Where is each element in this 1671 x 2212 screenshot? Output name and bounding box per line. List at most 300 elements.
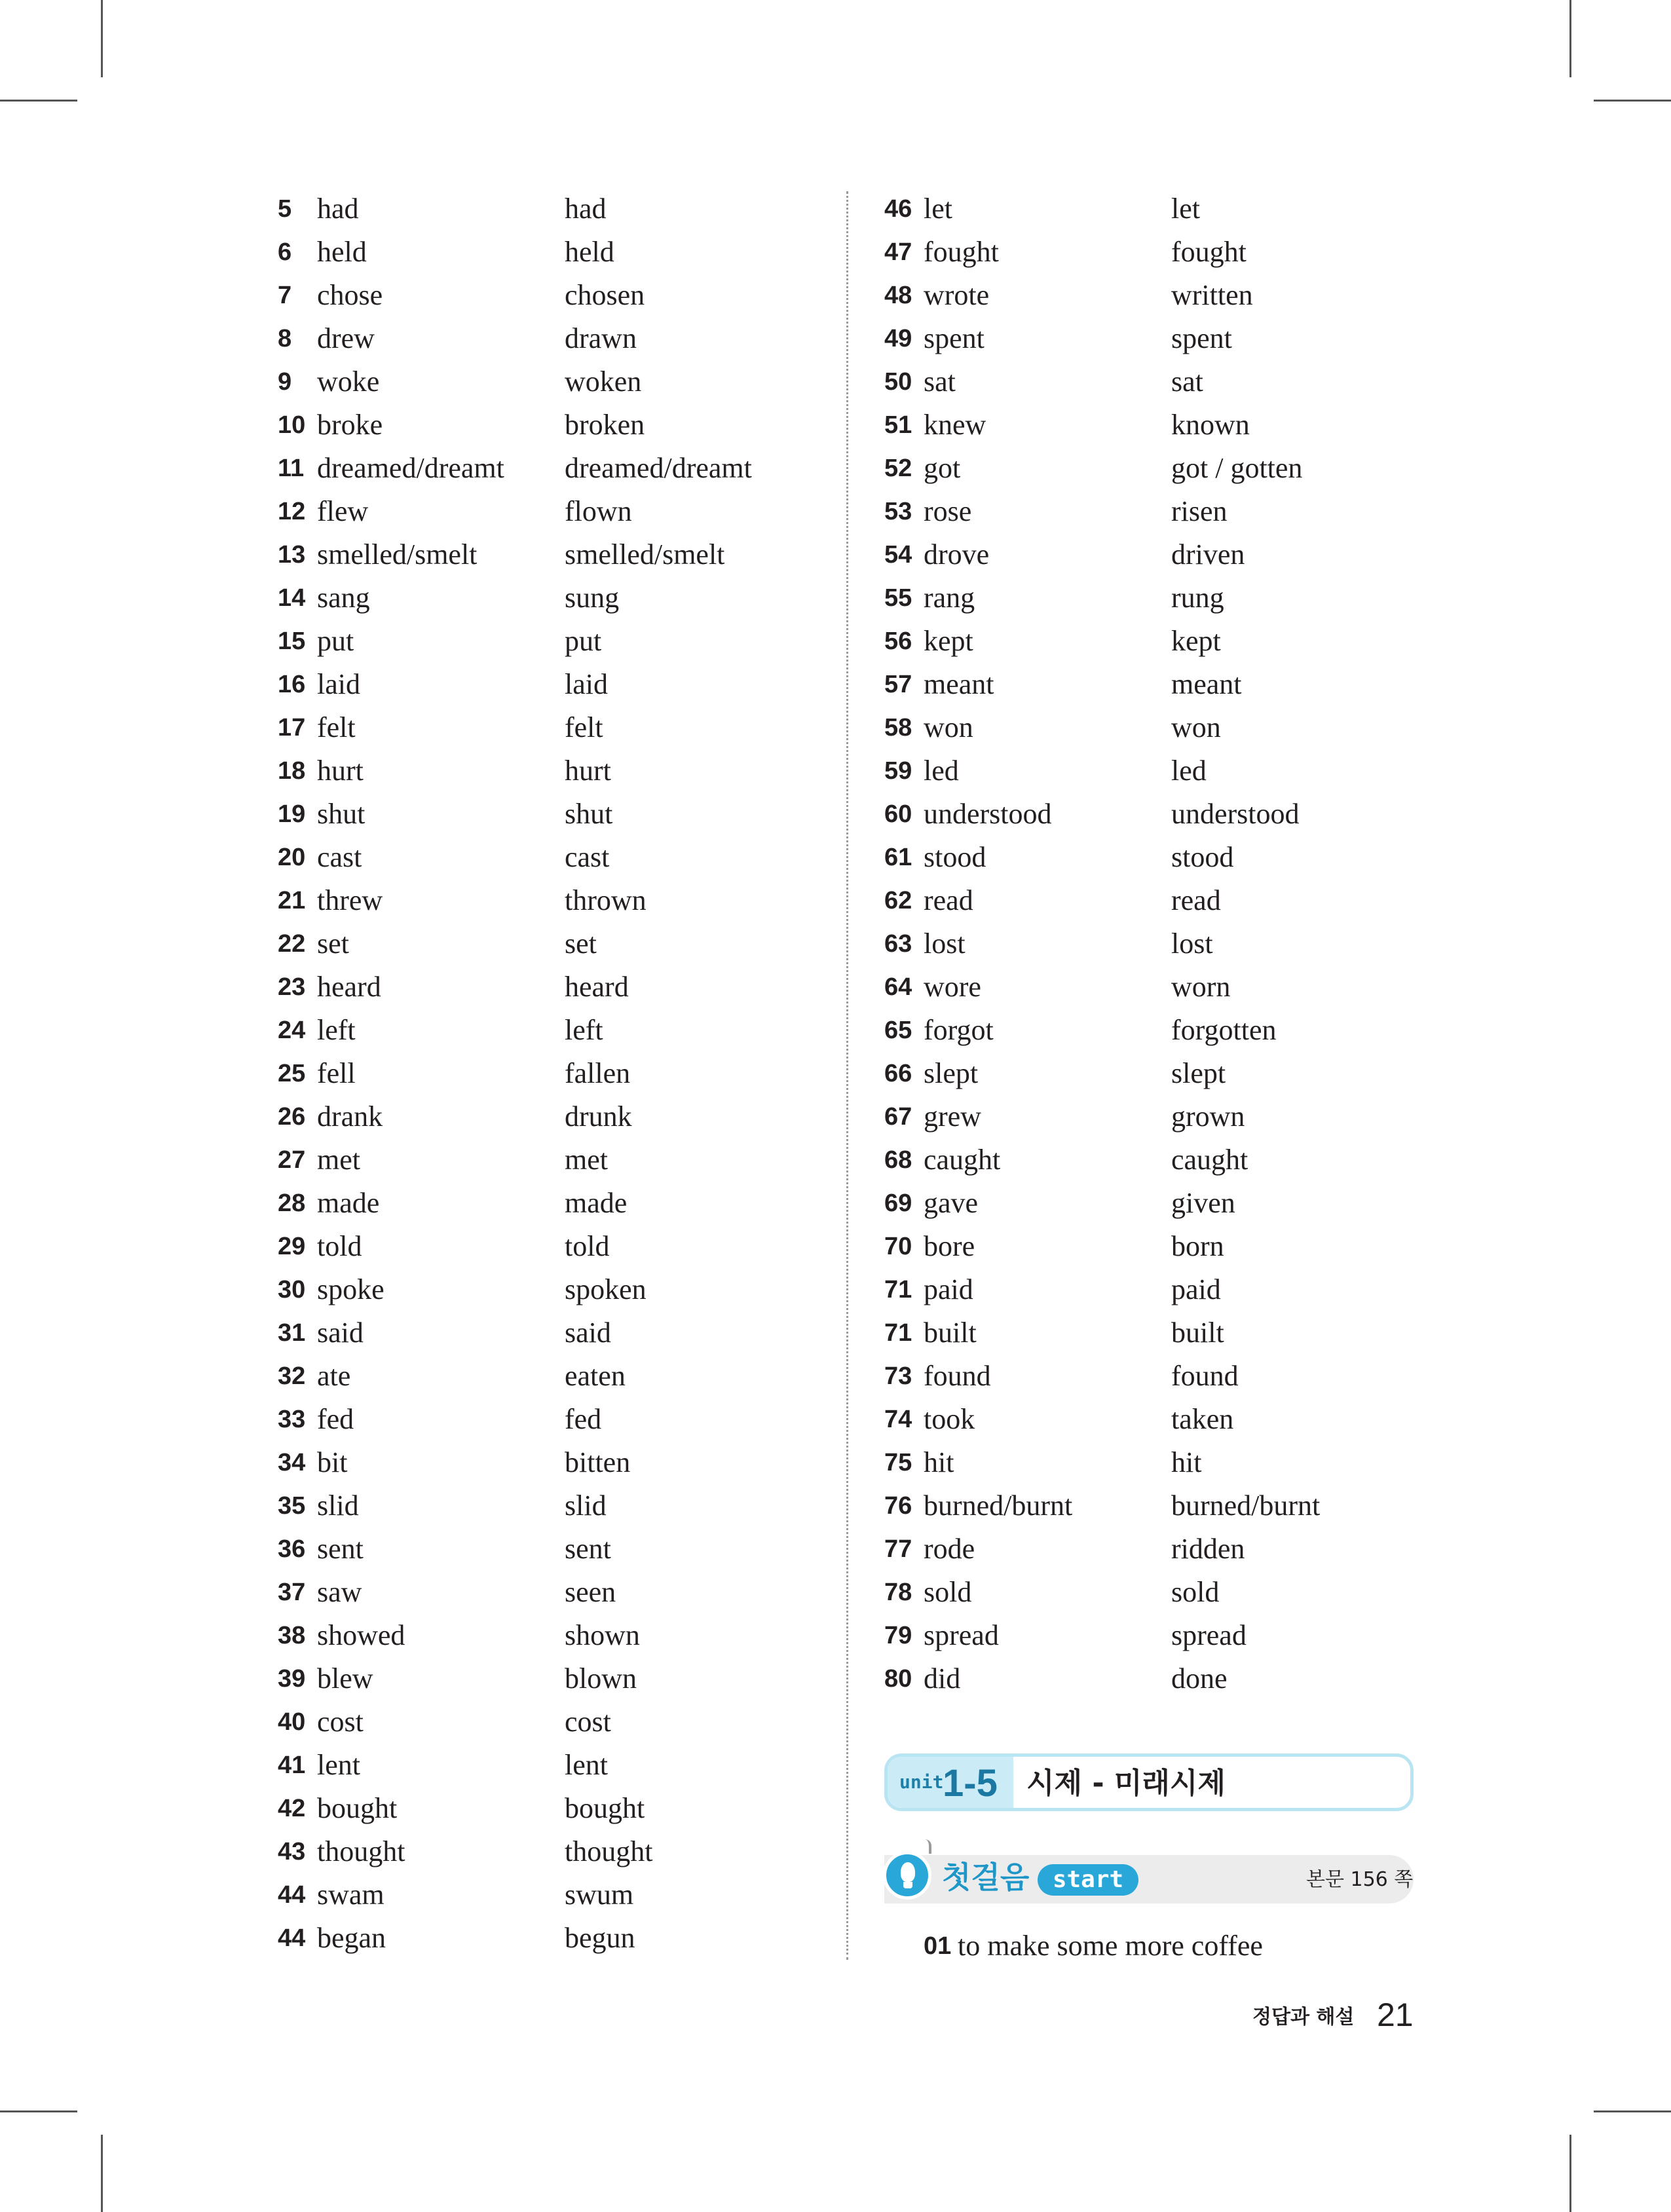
past-tense: let — [924, 193, 952, 225]
verb-row — [884, 1571, 1421, 1614]
verb-row — [884, 360, 1421, 403]
verb-row — [278, 1441, 815, 1484]
verb-row — [884, 1657, 1421, 1700]
past-participle: taken — [1171, 1403, 1234, 1435]
past-participle: won — [1171, 711, 1221, 743]
past-tense: hit — [924, 1446, 954, 1478]
verb-row — [884, 1095, 1421, 1138]
verb-number: 69 — [884, 1190, 912, 1217]
past-tense: shut — [317, 798, 366, 830]
past-participle: blown — [565, 1662, 637, 1695]
verb-number: 79 — [884, 1622, 912, 1649]
verb-row — [278, 793, 815, 836]
past-tense: hurt — [317, 755, 364, 787]
past-tense: rode — [924, 1533, 975, 1565]
verb-number: 14 — [278, 584, 306, 612]
verb-row — [884, 1355, 1421, 1398]
past-participle: forgotten — [1171, 1014, 1277, 1046]
past-participle: built — [1171, 1317, 1224, 1349]
verb-row — [278, 1917, 815, 1960]
verb-row — [884, 1225, 1421, 1268]
verb-row — [884, 1614, 1421, 1657]
past-tense: heard — [317, 971, 381, 1003]
verb-row — [884, 1182, 1421, 1225]
past-tense: told — [317, 1230, 362, 1262]
verb-number: 61 — [884, 844, 912, 871]
verb-row — [278, 1095, 815, 1138]
past-participle: paid — [1171, 1273, 1221, 1305]
verb-row — [884, 663, 1421, 706]
past-tense: blew — [317, 1662, 373, 1695]
verb-number: 53 — [884, 498, 912, 525]
verb-number: 75 — [884, 1449, 912, 1476]
verb-number: 38 — [278, 1622, 306, 1649]
past-participle: shown — [565, 1619, 640, 1651]
past-tense: ate — [317, 1360, 351, 1392]
past-participle: sent — [565, 1533, 611, 1565]
verb-row — [884, 1009, 1421, 1052]
past-tense: saw — [317, 1576, 362, 1608]
verb-row — [884, 1138, 1421, 1182]
past-participle: grown — [1171, 1100, 1245, 1133]
verb-number: 42 — [278, 1795, 306, 1822]
verb-number: 9 — [278, 368, 292, 396]
past-participle: known — [1171, 409, 1250, 441]
past-participle: felt — [565, 711, 603, 743]
past-tense: swam — [317, 1879, 385, 1911]
past-tense: flew — [317, 495, 369, 527]
past-participle: led — [1171, 755, 1207, 787]
verb-row — [278, 1138, 815, 1182]
past-participle: told — [565, 1230, 610, 1262]
past-participle: drawn — [565, 322, 637, 354]
past-tense: sent — [317, 1533, 364, 1565]
past-tense: bit — [317, 1446, 348, 1478]
past-tense: smelled/smelt — [317, 538, 478, 571]
verb-number: 77 — [884, 1535, 912, 1563]
verb-row — [278, 749, 815, 793]
past-tense: laid — [317, 668, 360, 700]
verb-row — [884, 1268, 1421, 1311]
verb-row — [278, 1787, 815, 1830]
past-tense: grew — [924, 1100, 981, 1133]
verb-row — [278, 360, 815, 403]
past-tense: said — [317, 1317, 364, 1349]
verb-number: 10 — [278, 411, 306, 439]
past-participle: met — [565, 1144, 608, 1176]
past-participle: given — [1171, 1187, 1235, 1219]
verb-number: 68 — [884, 1146, 912, 1174]
verb-number: 76 — [884, 1492, 912, 1520]
verb-number: 64 — [884, 973, 912, 1001]
verb-number: 39 — [278, 1665, 306, 1693]
past-participle: fed — [565, 1403, 602, 1435]
verb-number: 65 — [884, 1017, 912, 1044]
past-tense: put — [317, 625, 354, 657]
verb-number: 11 — [278, 455, 305, 482]
verb-number: 47 — [884, 238, 912, 266]
past-participle: shut — [565, 798, 613, 830]
verb-number: 27 — [278, 1146, 306, 1174]
past-participle: found — [1171, 1360, 1239, 1392]
verb-number: 54 — [884, 541, 912, 569]
verb-row — [278, 1052, 815, 1095]
verb-number: 22 — [278, 930, 306, 958]
verb-number: 59 — [884, 757, 912, 785]
verb-row — [278, 965, 815, 1009]
past-participle: hit — [1171, 1446, 1202, 1478]
past-tense: threw — [317, 884, 383, 916]
past-participle: put — [565, 625, 602, 657]
past-participle: driven — [1171, 538, 1245, 571]
verb-row — [884, 576, 1421, 620]
past-participle: smelled/smelt — [565, 538, 725, 571]
verb-row — [278, 403, 815, 447]
verb-number: 30 — [278, 1276, 306, 1303]
past-tense: knew — [924, 409, 986, 441]
verb-row — [884, 620, 1421, 663]
past-participle: broken — [565, 409, 645, 441]
verb-number: 60 — [884, 800, 912, 828]
past-tense: got — [924, 452, 961, 484]
verb-row — [278, 187, 815, 231]
past-tense: meant — [924, 668, 994, 700]
verb-number: 15 — [278, 628, 306, 655]
verb-row — [278, 576, 815, 620]
past-participle: got / gotten — [1171, 452, 1303, 484]
verb-row — [884, 231, 1421, 274]
past-participle: laid — [565, 668, 608, 700]
past-tense: sang — [317, 582, 370, 614]
unit-header — [884, 1753, 1414, 1811]
verb-number: 41 — [278, 1752, 306, 1779]
verb-row — [884, 706, 1421, 749]
past-tense: dreamed/dreamt — [317, 452, 504, 484]
verb-row — [884, 1398, 1421, 1441]
verb-number: 80 — [884, 1665, 912, 1693]
verb-row — [278, 274, 815, 317]
page-number: 21 — [1377, 1996, 1414, 2033]
verb-row — [278, 922, 815, 965]
past-tense: found — [924, 1360, 991, 1392]
crop-mark — [1569, 0, 1571, 77]
past-tense: thought — [317, 1835, 405, 1867]
verb-row — [278, 1225, 815, 1268]
verb-number: 46 — [884, 195, 912, 223]
past-participle: stood — [1171, 841, 1234, 873]
past-tense: drew — [317, 322, 375, 354]
past-participle: woken — [565, 366, 642, 398]
verb-row — [884, 1311, 1421, 1355]
verb-number: 52 — [884, 455, 912, 482]
past-participle: slid — [565, 1490, 607, 1522]
past-tense: sat — [924, 366, 956, 398]
past-participle: sat — [1171, 366, 1203, 398]
verb-number: 51 — [884, 411, 912, 439]
verb-row — [278, 663, 815, 706]
verb-row — [278, 533, 815, 576]
verb-number: 74 — [884, 1406, 912, 1433]
past-tense: burned/burnt — [924, 1490, 1073, 1522]
past-tense: paid — [924, 1273, 973, 1305]
past-tense: chose — [317, 279, 383, 311]
spark-icon — [920, 1839, 931, 1854]
verb-row — [884, 447, 1421, 490]
verb-row — [884, 490, 1421, 533]
page-reference: 본문 156 쪽 — [1306, 1868, 1414, 1891]
verb-number: 33 — [278, 1406, 306, 1433]
past-participle: done — [1171, 1662, 1228, 1695]
answer-text: to make some more coffee — [958, 1930, 1263, 1962]
verb-number: 44 — [278, 1924, 306, 1952]
verb-number: 70 — [884, 1233, 912, 1260]
verb-number: 40 — [278, 1708, 306, 1736]
crop-mark — [0, 2110, 77, 2112]
verb-number: 35 — [278, 1492, 306, 1520]
verb-row — [884, 749, 1421, 793]
verb-number: 71 — [884, 1276, 912, 1303]
verb-number: 21 — [278, 887, 306, 914]
verb-number: 8 — [278, 325, 292, 352]
verb-row — [278, 490, 815, 533]
past-participle: made — [565, 1187, 628, 1219]
past-tense: won — [924, 711, 973, 743]
verb-row — [884, 922, 1421, 965]
verb-row — [278, 1182, 815, 1225]
verb-list-right — [884, 187, 1421, 1700]
verb-number: 29 — [278, 1233, 306, 1260]
past-participle: thought — [565, 1835, 653, 1867]
past-tense: broke — [317, 409, 383, 441]
verb-row — [278, 1744, 815, 1787]
verb-number: 66 — [884, 1060, 912, 1087]
footer-label: 정답과 해설 — [1252, 2006, 1355, 2029]
crop-mark — [1594, 2110, 1671, 2112]
past-tense: wore — [924, 971, 981, 1003]
column-divider — [846, 191, 848, 1960]
answer-number: 01 — [924, 1932, 952, 1960]
past-participle: left — [565, 1014, 603, 1046]
crop-mark — [101, 0, 103, 77]
past-participle: rung — [1171, 582, 1224, 614]
verb-number: 7 — [278, 282, 292, 309]
past-tense: rose — [924, 495, 972, 527]
verb-number: 62 — [884, 887, 912, 914]
verb-number: 24 — [278, 1017, 306, 1044]
past-participle: said — [565, 1317, 611, 1349]
past-participle: born — [1171, 1230, 1224, 1262]
crop-mark — [1569, 2135, 1571, 2212]
past-tense: cost — [317, 1706, 364, 1738]
past-tense: forgot — [924, 1014, 994, 1046]
verb-number: 17 — [278, 714, 306, 741]
verb-number: 71 — [884, 1319, 912, 1347]
verb-number: 43 — [278, 1838, 306, 1865]
verb-row — [278, 1355, 815, 1398]
verb-number: 58 — [884, 714, 912, 741]
past-tense: bought — [317, 1792, 398, 1824]
verb-row — [884, 403, 1421, 447]
past-tense: showed — [317, 1619, 405, 1651]
verb-row — [884, 965, 1421, 1009]
verb-number: 13 — [278, 541, 306, 569]
verb-number: 49 — [884, 325, 912, 352]
verb-row — [278, 1398, 815, 1441]
past-tense: bore — [924, 1230, 975, 1262]
past-participle: begun — [565, 1922, 635, 1954]
past-participle: held — [565, 236, 614, 268]
verb-row — [884, 1528, 1421, 1571]
past-tense: spoke — [317, 1273, 385, 1305]
verb-row — [278, 1873, 815, 1917]
past-tense: led — [924, 755, 959, 787]
past-participle: seen — [565, 1576, 616, 1608]
past-tense: rang — [924, 582, 975, 614]
start-label-korean: 첫걸음 — [942, 1860, 1030, 1895]
verb-row — [884, 533, 1421, 576]
verb-number: 12 — [278, 498, 306, 525]
past-tense: read — [924, 884, 973, 916]
verb-row — [278, 231, 815, 274]
past-tense: wrote — [924, 279, 990, 311]
verb-row — [278, 1484, 815, 1528]
verb-row — [278, 1268, 815, 1311]
verb-number: 20 — [278, 844, 306, 871]
past-participle: swum — [565, 1879, 634, 1911]
past-tense: held — [317, 236, 367, 268]
past-tense: had — [317, 193, 359, 225]
past-tense: fed — [317, 1403, 354, 1435]
past-tense: slid — [317, 1490, 359, 1522]
past-participle: kept — [1171, 625, 1221, 657]
verb-number: 5 — [278, 195, 292, 223]
verb-row — [278, 317, 815, 360]
past-participle: sung — [565, 582, 620, 614]
past-tense: woke — [317, 366, 380, 398]
past-tense: took — [924, 1403, 975, 1435]
verb-number: 57 — [884, 671, 912, 698]
past-participle: risen — [1171, 495, 1228, 527]
past-participle: lost — [1171, 928, 1213, 960]
start-badge: start — [1038, 1864, 1138, 1896]
verb-number: 31 — [278, 1319, 306, 1347]
past-participle: bitten — [565, 1446, 631, 1478]
verb-number: 48 — [884, 282, 912, 309]
past-participle: chosen — [565, 279, 645, 311]
verb-row — [278, 706, 815, 749]
verb-number: 23 — [278, 973, 306, 1001]
past-tense: drove — [924, 538, 990, 571]
verb-number: 67 — [884, 1103, 912, 1131]
past-participle: understood — [1171, 798, 1300, 830]
past-participle: spoken — [565, 1273, 647, 1305]
verb-number: 26 — [278, 1103, 306, 1131]
verb-row — [278, 1657, 815, 1700]
past-tense: cast — [317, 841, 362, 873]
past-participle: thrown — [565, 884, 647, 916]
verb-row — [884, 836, 1421, 879]
past-participle: cost — [565, 1706, 611, 1738]
past-tense: drank — [317, 1100, 383, 1133]
verb-row — [278, 836, 815, 879]
past-tense: did — [924, 1662, 961, 1695]
past-tense: stood — [924, 841, 986, 873]
past-tense: set — [317, 928, 349, 960]
verb-row — [884, 187, 1421, 231]
past-participle: bought — [565, 1792, 645, 1824]
past-tense: made — [317, 1187, 380, 1219]
past-participle: cast — [565, 841, 610, 873]
past-tense: spent — [924, 322, 985, 354]
past-participle: caught — [1171, 1144, 1249, 1176]
verb-number: 50 — [884, 368, 912, 396]
past-participle: written — [1171, 279, 1253, 311]
verb-row — [278, 1528, 815, 1571]
past-participle: lent — [565, 1749, 608, 1781]
verb-number: 32 — [278, 1362, 306, 1390]
past-participle: had — [565, 193, 607, 225]
crop-mark — [0, 100, 77, 102]
past-tense: caught — [924, 1144, 1001, 1176]
verb-number: 19 — [278, 800, 306, 828]
verb-number: 44 — [278, 1881, 306, 1909]
past-tense: began — [317, 1922, 386, 1954]
verb-number: 56 — [884, 628, 912, 655]
past-participle: heard — [565, 971, 629, 1003]
past-participle: slept — [1171, 1057, 1226, 1089]
verb-row — [278, 620, 815, 663]
verb-number: 18 — [278, 757, 306, 785]
verb-row — [884, 317, 1421, 360]
past-participle: dreamed/dreamt — [565, 452, 752, 484]
verb-row — [884, 879, 1421, 922]
verb-row — [884, 1052, 1421, 1095]
verb-row — [278, 1614, 815, 1657]
verb-row — [278, 1009, 815, 1052]
verb-number: 73 — [884, 1362, 912, 1390]
verb-row — [884, 1441, 1421, 1484]
past-tense: sold — [924, 1576, 972, 1608]
past-tense: built — [924, 1317, 977, 1349]
verb-row — [278, 1700, 815, 1744]
past-tense: lost — [924, 928, 966, 960]
verb-number: 6 — [278, 238, 292, 266]
past-participle: fallen — [565, 1057, 631, 1089]
verb-number: 25 — [278, 1060, 306, 1087]
past-participle: sold — [1171, 1576, 1220, 1608]
past-tense: gave — [924, 1187, 979, 1219]
past-tense: met — [317, 1144, 360, 1176]
verb-number: 55 — [884, 584, 912, 612]
verb-number: 28 — [278, 1190, 306, 1217]
past-participle: burned/burnt — [1171, 1490, 1321, 1522]
unit-number: 1-5 — [943, 1762, 998, 1805]
past-participle: fought — [1171, 236, 1247, 268]
verb-list-left — [278, 187, 815, 1960]
unit-word: unit — [899, 1771, 944, 1793]
verb-row — [884, 1484, 1421, 1528]
past-participle: meant — [1171, 668, 1242, 700]
past-tense: understood — [924, 798, 1052, 830]
crop-mark — [101, 2135, 103, 2212]
past-tense: left — [317, 1014, 356, 1046]
past-participle: eaten — [565, 1360, 626, 1392]
past-tense: lent — [317, 1749, 360, 1781]
past-participle: drunk — [565, 1100, 632, 1133]
past-tense: felt — [317, 711, 356, 743]
verb-row — [278, 447, 815, 490]
lightbulb-icon — [883, 1851, 931, 1900]
